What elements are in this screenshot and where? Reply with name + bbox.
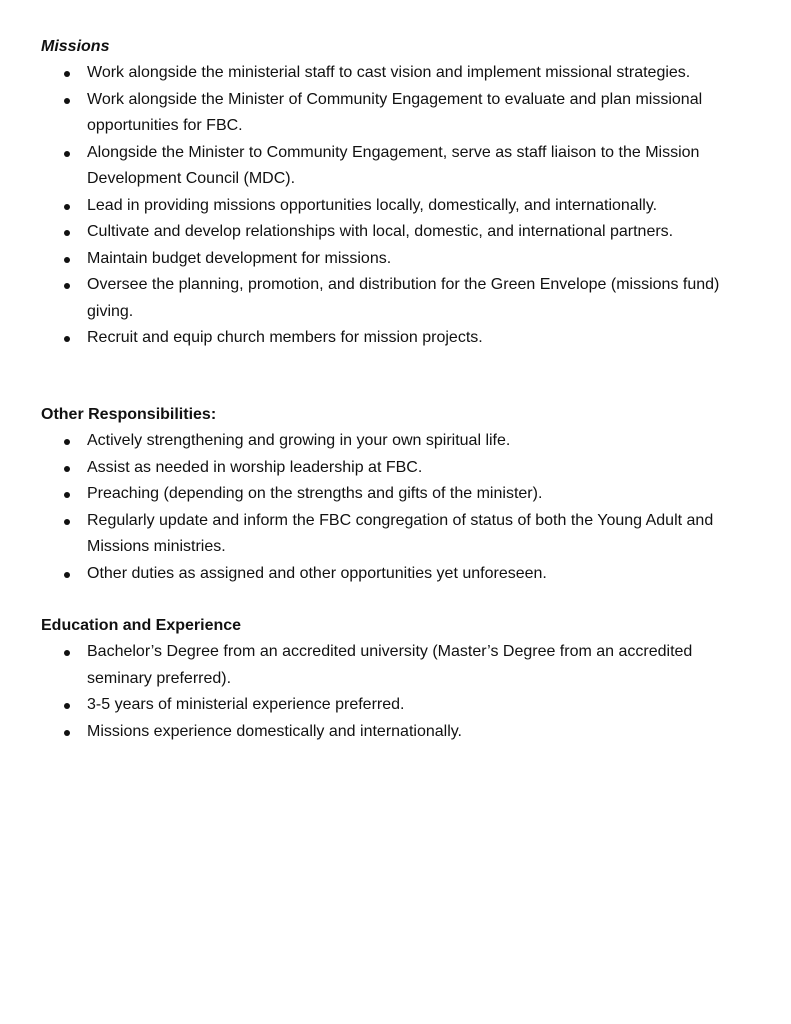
list-item: Maintain budget development for missions.	[41, 246, 761, 273]
list-item: Other duties as assigned and other opportunities yet unforeseen.	[41, 561, 761, 588]
bullet-icon	[64, 230, 70, 236]
bullet-icon	[64, 703, 70, 709]
bullet-icon	[64, 71, 70, 77]
list-item: Regularly update and inform the FBC congregation of status of both the Young Adult and Missions ministries.	[41, 508, 761, 561]
missions-list	[41, 60, 761, 352]
education-experience-heading: Education and Experience	[41, 617, 242, 634]
list-item: Work alongside the ministerial staff to cast vision and implement missional strategies.	[41, 60, 761, 87]
missions-heading: Missions	[41, 38, 110, 55]
bullet-icon	[64, 98, 70, 104]
bullet-icon	[64, 572, 70, 578]
list-item: Bachelor’s Degree from an accredited university (Master’s Degree from an accredited seminary preferred).	[41, 639, 761, 692]
bullet-icon	[64, 336, 70, 342]
list-item: Actively strengthening and growing in your own spiritual life.	[41, 428, 761, 455]
list-item: Work alongside the Minister of Community Engagement to evaluate and plan missional opportunities for FBC.	[41, 87, 761, 140]
bullet-icon	[64, 283, 70, 289]
bullet-icon	[64, 492, 70, 498]
bullet-icon	[64, 730, 70, 736]
list-item: Recruit and equip church members for mission projects.	[41, 325, 761, 352]
list-item: Alongside the Minister to Community Engagement, serve as staff liaison to the Mission Development Council (MDC).	[41, 140, 761, 193]
bullet-icon	[64, 257, 70, 263]
bullet-icon	[64, 204, 70, 210]
bullet-icon	[64, 439, 70, 445]
education-experience-section	[41, 615, 761, 745]
list-item: Cultivate and develop relationships with local, domestic, and international partners.	[41, 219, 761, 246]
list-item: Assist as needed in worship leadership at FBC.	[41, 455, 761, 482]
list-item: Oversee the planning, promotion, and distribution for the Green Envelope (missions fund) giving.	[41, 272, 761, 325]
other-responsibilities-list	[41, 428, 761, 587]
bullet-icon	[64, 466, 70, 472]
bullet-icon	[64, 519, 70, 525]
other-responsibilities-section	[41, 404, 761, 587]
other-responsibilities-heading: Other Responsibilities:	[41, 406, 217, 423]
education-experience-list	[41, 639, 761, 745]
missions-section	[41, 36, 761, 352]
list-item: 3-5 years of ministerial experience preferred.	[41, 692, 761, 719]
bullet-icon	[64, 650, 70, 656]
bullet-icon	[64, 151, 70, 157]
list-item: Missions experience domestically and internationally.	[41, 719, 761, 746]
list-item: Preaching (depending on the strengths and gifts of the minister).	[41, 481, 761, 508]
list-item: Lead in providing missions opportunities locally, domestically, and internationally.	[41, 193, 761, 220]
